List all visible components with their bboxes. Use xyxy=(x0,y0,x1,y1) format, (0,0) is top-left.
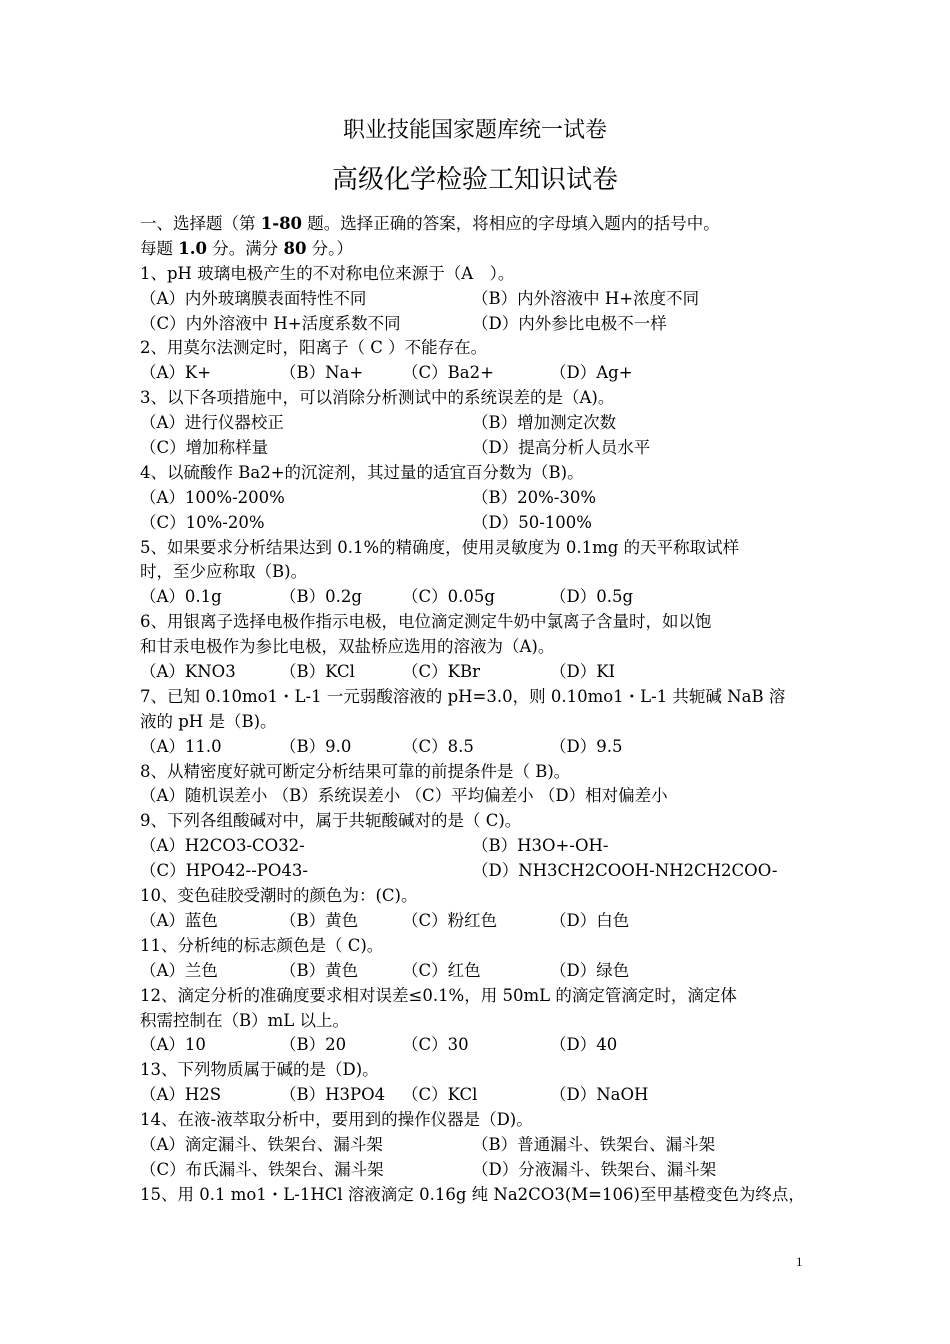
exam-paper-title: 高级化学检验工知识试卷 xyxy=(331,165,618,195)
question-1-option-row xyxy=(140,312,810,337)
question-11-option: （A）兰色 xyxy=(140,960,218,980)
question-11-option: （C）红色 xyxy=(402,960,481,980)
question-14-stem-line: 14、在液-液萃取分析中，要用到的操作仪器是（D)。 xyxy=(140,1110,533,1130)
question-11-option: （D）绿色 xyxy=(550,960,630,980)
question-12-option: （A）10 xyxy=(140,1035,206,1055)
question-3-option-row xyxy=(140,436,810,461)
question-12-option: （B）20 xyxy=(280,1035,347,1055)
question-5-stem-line: 时，至少应称取（B)。 xyxy=(140,562,308,582)
question-9-option: （C）HPO42--PO43- xyxy=(140,861,308,881)
question-4-option: （B）20%-30% xyxy=(472,487,597,507)
question-1-option: （D）内外参比电极不一样 xyxy=(472,313,667,333)
question-11-option-row xyxy=(140,959,810,984)
question-10-option-row xyxy=(140,909,810,934)
question-1-option: （B）内外溶液中 H+浓度不同 xyxy=(472,288,700,308)
question-5-option-row xyxy=(140,585,810,610)
question-5-option: （D）0.5g xyxy=(550,587,634,607)
question-10-option: （D）白色 xyxy=(550,910,630,930)
question-13-stem-line: 13、下列物质属于碱的是（D)。 xyxy=(140,1060,379,1080)
question-4-option: （A）100%-200% xyxy=(140,487,285,507)
question-13-option: （D）NaOH xyxy=(550,1085,649,1105)
question-3-stem-line: 3、以下各项措施中，可以消除分析测试中的系统误差的是（A)。 xyxy=(140,388,615,408)
question-6-option: （D）KI xyxy=(550,662,616,682)
section-instruction-line-1: 一、选择题（第 1-80 题。选择正确的答案，将相应的字母填入题内的括号中。 xyxy=(140,214,720,233)
question-9-option-row xyxy=(140,859,810,884)
question-9-option: （A）H2CO3-CO32- xyxy=(140,836,305,856)
question-2-option: （D）Ag+ xyxy=(550,363,633,383)
question-4-option: （C）10%-20% xyxy=(140,512,265,532)
question-6-option: （C）KBr xyxy=(402,662,480,682)
question-12-option: （D）40 xyxy=(550,1035,618,1055)
question-10-stem-line: 10、变色硅胶受潮时的颜色为：(C)。 xyxy=(140,886,418,906)
question-list xyxy=(140,262,810,1208)
question-3-option: （B）增加测定次数 xyxy=(472,413,617,433)
question-13-option: （B）H3PO4 xyxy=(280,1085,386,1105)
question-5-stem-line: 5、如果要求分析结果达到 0.1%的精确度，使用灵敏度为 0.1mg 的天平称取试样 xyxy=(140,537,740,557)
question-10-option: （B）黄色 xyxy=(280,910,359,930)
question-7-option: （C）8.5 xyxy=(402,736,474,756)
page-number: 1 xyxy=(796,1254,803,1269)
exam-series-title: 职业技能国家题库统一试卷 xyxy=(342,118,607,143)
question-6-option: （A）KNO3 xyxy=(140,662,236,682)
question-6-option: （B）KCl xyxy=(280,662,355,682)
question-6-option-row xyxy=(140,660,810,685)
question-13-option: （A）H2S xyxy=(140,1085,222,1105)
question-2-option: （B）Na+ xyxy=(280,363,364,383)
question-3-option: （D）提高分析人员水平 xyxy=(472,438,651,458)
question-2-stem-line: 2、用莫尔法测定时，阳离子（ C ）不能存在。 xyxy=(140,338,488,358)
question-12-option: （C）30 xyxy=(402,1035,469,1055)
question-7-stem-line: 7、已知 0.10mo1・L-1 一元弱酸溶液的 pH=3.0，则 0.10mo1・L-1 共轭碱 NaB 溶 xyxy=(140,686,786,706)
question-12-stem-line: 12、滴定分析的准确度要求相对误差≤0.1%，用 50mL 的滴定管滴定时，滴定体 xyxy=(140,985,737,1005)
question-7-option-row xyxy=(140,735,810,760)
question-1-option-row xyxy=(140,287,810,312)
question-9-option-row xyxy=(140,834,810,859)
question-10-option: （C）粉红色 xyxy=(402,910,498,930)
question-9-option: （B）H3O+-OH- xyxy=(472,836,609,856)
question-3-option: （A）进行仪器校正 xyxy=(140,413,284,433)
question-14-option: （C）布氏漏斗、铁架台、漏斗架 xyxy=(140,1159,384,1179)
question-13-option-row xyxy=(140,1083,810,1108)
question-14-option-row xyxy=(140,1158,810,1183)
question-4-option-row xyxy=(140,511,810,536)
question-5-option: （B）0.2g xyxy=(280,587,362,607)
question-9-stem-line: 9、下列各组酸碱对中，属于共轭酸碱对的是（ C)。 xyxy=(140,811,522,831)
question-7-option: （D）9.5 xyxy=(550,736,623,756)
question-2-option: （A）K+ xyxy=(140,363,212,383)
question-3-option-row xyxy=(140,411,810,436)
question-4-stem-line: 4、以硫酸作 Ba2+的沉淀剂，其过量的适宜百分数为（B)。 xyxy=(140,462,584,482)
question-12-option-row xyxy=(140,1033,810,1058)
question-11-option: （B）黄色 xyxy=(280,960,359,980)
question-7-option: （A）11.0 xyxy=(140,736,222,756)
question-1-stem-line: 1、pH 玻璃电极产生的不对称电位来源于（A ）。 xyxy=(140,263,515,283)
question-14-option: （D）分液漏斗、铁架台、漏斗架 xyxy=(472,1159,717,1179)
question-14-option: （B）普通漏斗、铁架台、漏斗架 xyxy=(472,1134,716,1154)
question-5-option: （C）0.05g xyxy=(402,587,495,607)
question-7-option: （B）9.0 xyxy=(280,736,352,756)
question-1-option: （C）内外溶液中 H+活度系数不同 xyxy=(140,313,401,333)
question-12-stem-line: 积需控制在（B）mL 以上。 xyxy=(140,1010,349,1030)
question-9-option: （D）NH3CH2COOH-NH2CH2COO- xyxy=(472,861,778,881)
question-7-stem-line: 液的 pH 是（B)。 xyxy=(140,711,277,731)
question-2-option-row xyxy=(140,361,810,386)
question-3-option: （C）增加称样量 xyxy=(140,438,269,458)
question-10-option: （A）蓝色 xyxy=(140,910,218,930)
question-2-option: （C）Ba2+ xyxy=(402,363,494,383)
question-14-option-row xyxy=(140,1133,810,1158)
section-instruction-line-2: 每题 1.0 分。满分 80 分。） xyxy=(140,238,353,258)
question-6-stem-line: 和甘汞电极作为参比电极，双盐桥应选用的溶液为（A)。 xyxy=(140,637,555,657)
question-5-option: （A）0.1g xyxy=(140,587,222,607)
exam-content xyxy=(140,212,810,1208)
question-15-stem-line: 15、用 0.1 mo1・L-1HCl 溶液滴定 0.16g 纯 Na2CO3(M=106)至甲基橙变色为终点， xyxy=(140,1184,805,1204)
question-8-option: （A）随机误差小 （B）系统误差小 （C）平均偏差小 （D）相对偏差小 xyxy=(140,786,668,806)
question-4-option-row xyxy=(140,486,810,511)
question-4-option: （D）50-100% xyxy=(472,512,592,532)
question-13-option: （C）KCl xyxy=(402,1085,478,1105)
question-6-stem-line: 6、用银离子选择电极作指示电极，电位滴定测定牛奶中氯离子含量时，如以饱 xyxy=(140,612,712,632)
question-1-option: （A）内外玻璃膜表面特性不同 xyxy=(140,288,367,308)
question-8-option-row xyxy=(140,784,810,809)
question-14-option: （A）滴定漏斗、铁架台、漏斗架 xyxy=(140,1134,383,1154)
question-8-stem-line: 8、从精密度好就可断定分析结果可靠的前提条件是（ B)。 xyxy=(140,761,571,781)
question-11-stem-line: 11、分析纯的标志颜色是（ C)。 xyxy=(140,935,384,955)
